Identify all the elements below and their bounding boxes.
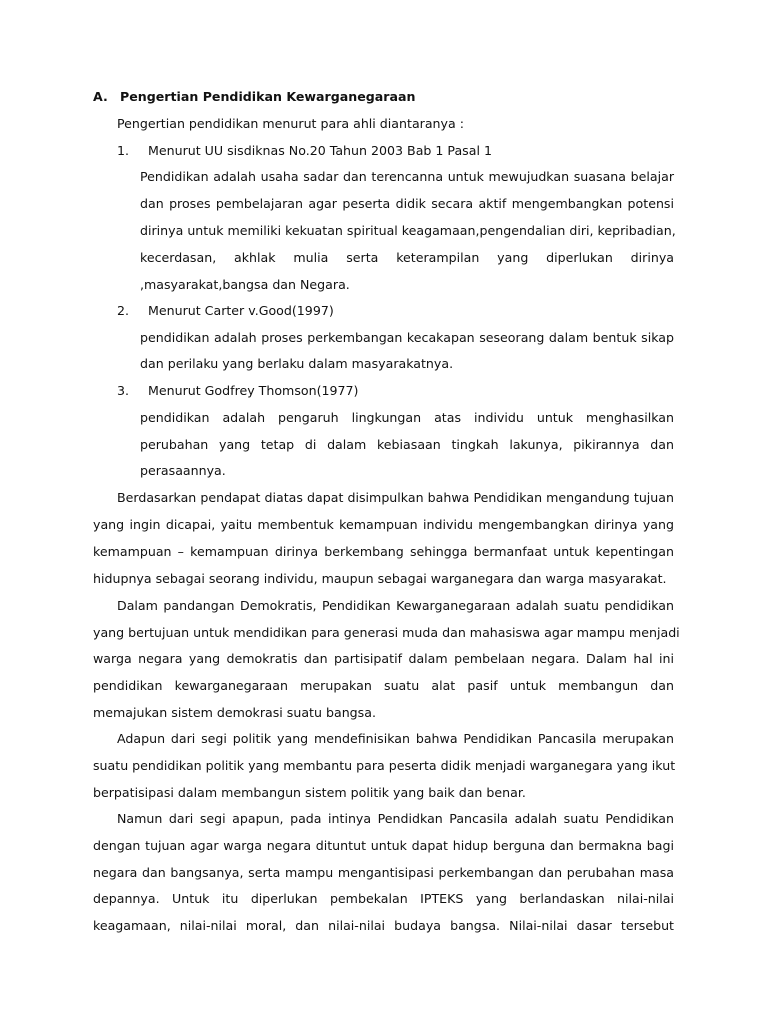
item-number: 3. <box>117 383 130 398</box>
intro-text: Pengertian pendidikan menurut para ahli diantaranya : <box>117 116 464 131</box>
paragraph-line: Namun dari segi apapun, pada intinya Pendidkan Pancasila adalah suatu Pendidikan <box>117 811 674 826</box>
item-text-line: pendidikan adalah proses perkembangan kecakapan seseorang dalam bentuk sikap <box>140 330 674 345</box>
paragraph-line: kemampuan – kemampuan dirinya berkembang sehingga bermanfaat untuk kepentingan <box>93 544 674 559</box>
item-number: 2. <box>117 303 130 318</box>
item-text-line: dan perilaku yang berlaku dalam masyarakatnya. <box>140 356 454 371</box>
paragraph-line: berpatisipasi dalam membangun sistem politik yang baik dan benar. <box>93 785 526 800</box>
item-title: Menurut UU sisdiknas No.20 Tahun 2003 Bab 1 Pasal 1 <box>148 143 492 158</box>
item-number: 1. <box>117 143 130 158</box>
item-text-line: kecerdasan, akhlak mulia serta keterampilan yang diperlukan dirinya <box>140 250 674 265</box>
paragraph-line: Adapun dari segi politik yang mendefinisikan bahwa Pendidikan Pancasila merupakan <box>117 731 674 746</box>
paragraph-line: suatu pendidikan politik yang membantu para peserta didik menjadi warganegara yang ikut <box>93 758 676 773</box>
paragraph-line: pendidikan kewarganegaraan merupakan suatu alat pasif untuk membangun dan <box>93 678 674 693</box>
paragraph-line: Berdasarkan pendapat diatas dapat disimpulkan bahwa Pendidikan mengandung tujuan <box>117 490 674 505</box>
paragraph-line: warga negara yang demokratis dan partisipatif dalam pembelaan negara. Dalam hal ini <box>93 651 674 666</box>
paragraph-line: Dalam pandangan Demokratis, Pendidikan Kewarganegaraan adalah suatu pendidikan <box>117 598 674 613</box>
paragraph-line: hidupnya sebagai seorang individu, maupun sebagai warganegara dan warga masyarakat. <box>93 571 667 586</box>
item-title: Menurut Carter v.Good(1997) <box>148 303 334 318</box>
item-text-line: perubahan yang tetap di dalam kebiasaan tingkah lakunya, pikirannya dan <box>140 437 674 452</box>
section-title: Pengertian Pendidikan Kewarganegaraan <box>120 89 416 104</box>
paragraph-line: memajukan sistem demokrasi suatu bangsa. <box>93 705 376 720</box>
paragraph-line: negara dan bangsanya, serta mampu mengantisipasi perkembangan dan perubahan masa <box>93 865 674 880</box>
item-text-line: perasaannya. <box>140 463 226 478</box>
paragraph-line: yang bertujuan untuk mendidikan para generasi muda dan mahasiswa agar mampu menjadi <box>93 625 680 640</box>
item-text-line: Pendidikan adalah usaha sadar dan terencanna untuk mewujudkan suasana belajar <box>140 169 674 184</box>
item-text-line: pendidikan adalah pengaruh lingkungan atas individu untuk menghasilkan <box>140 410 674 425</box>
item-title: Menurut Godfrey Thomson(1977) <box>148 383 359 398</box>
paragraph-line: keagamaan, nilai-nilai moral, dan nilai-nilai budaya bangsa. Nilai-nilai dasar tersebut <box>93 918 674 933</box>
paragraph-line: yang ingin dicapai, yaitu membentuk kemampuan individu mengembangkan dirinya yang <box>93 517 674 532</box>
section-marker: A. <box>93 89 108 104</box>
item-text-line: dirinya untuk memiliki kekuatan spiritual keagamaan,pengendalian diri, kepribadian, <box>140 223 676 238</box>
item-text-line: dan proses pembelajaran agar peserta didik secara aktif mengembangkan potensi <box>140 196 674 211</box>
paragraph-line: dengan tujuan agar warga negara dituntut untuk dapat hidup berguna dan bermakna bagi <box>93 838 674 853</box>
item-text-line: ,masyarakat,bangsa dan Negara. <box>140 277 350 292</box>
paragraph-line: depannya. Untuk itu diperlukan pembekalan IPTEKS yang berlandaskan nilai-nilai <box>93 891 674 906</box>
